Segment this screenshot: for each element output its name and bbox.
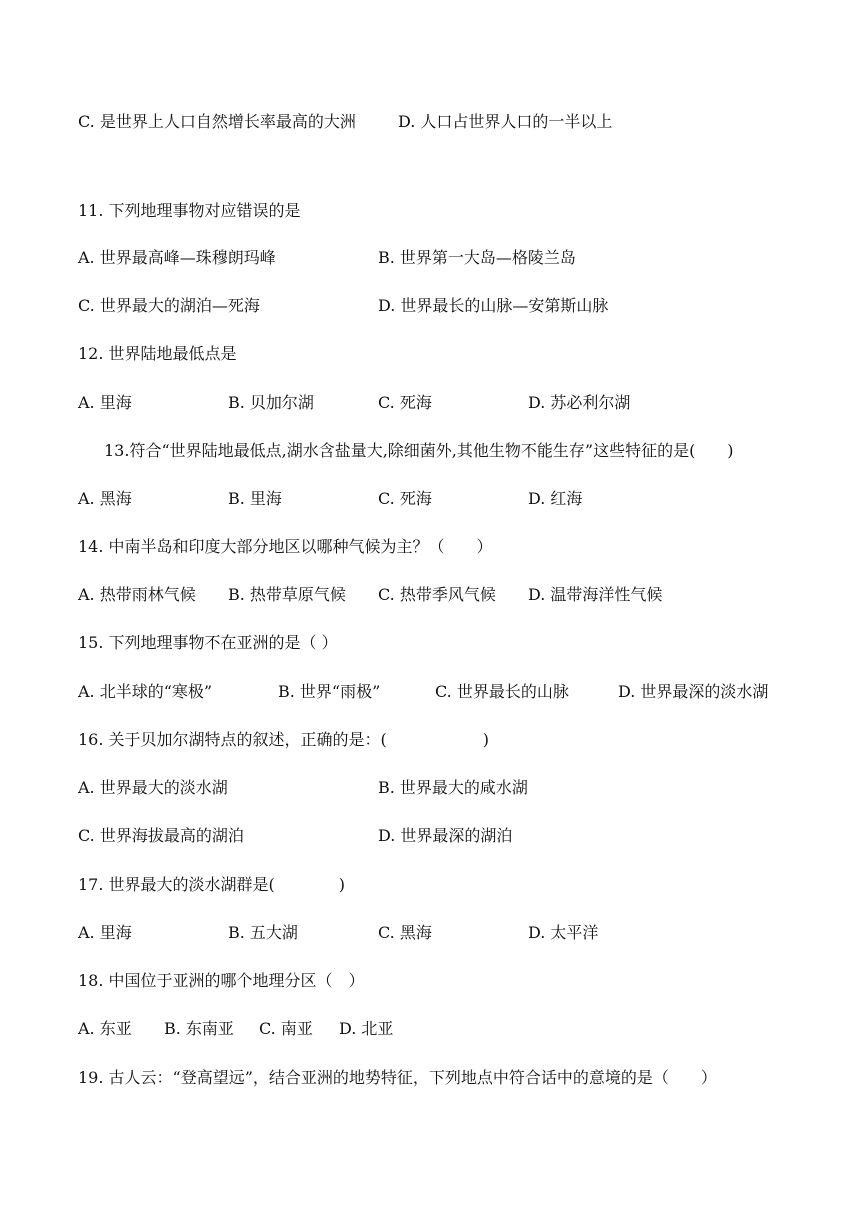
- q13-option-a: A. 黑海: [78, 489, 132, 508]
- q12-options: [78, 390, 830, 416]
- q13-option-d: D. 红海: [528, 489, 583, 508]
- q15-option-a: A. 北半球的“寒极”: [78, 682, 213, 701]
- q14-stem: 14. 中南半岛和印度大部分地区以哪种气候为主？（ ）: [78, 537, 493, 556]
- q14-option-a: A. 热带雨林气候: [78, 585, 196, 604]
- q17-option-b: B. 五大湖: [228, 923, 298, 942]
- q12-option-b: B. 贝加尔湖: [228, 393, 314, 412]
- q11-options-cd: [78, 293, 830, 319]
- q18-options: [78, 1016, 830, 1042]
- q18-option-d: D. 北亚: [339, 1019, 394, 1038]
- q12-option-a: A. 里海: [78, 393, 132, 412]
- q13-options: [78, 486, 830, 512]
- q16-option-b: B. 世界最大的咸水湖: [378, 778, 528, 797]
- q11-option-b: B. 世界第一大岛—格陵兰岛: [378, 248, 576, 267]
- q10-option-c: C. 是世界上人口自然增长率最高的大洲: [78, 112, 356, 131]
- q18-option-c: C. 南亚: [259, 1019, 313, 1038]
- q15-stem: 15. 下列地理事物不在亚洲的是（ ）: [78, 633, 338, 652]
- q15-options: [78, 679, 830, 705]
- q10-option-d: D. 人口占世界人口的一半以上: [398, 112, 613, 131]
- q17-option-c: C. 黑海: [378, 923, 432, 942]
- q18-option-b: B. 东南亚: [164, 1019, 234, 1038]
- q10-options-cd: [78, 109, 830, 135]
- q16-option-a: A. 世界最大的淡水湖: [78, 778, 228, 797]
- q14-option-c: C. 热带季风气候: [378, 585, 496, 604]
- q11-stem: 11. 下列地理事物对应错误的是: [78, 201, 301, 220]
- q17-option-d: D. 太平洋: [528, 923, 599, 942]
- q17-stem: 17. 世界最大的淡水湖群是( ): [78, 875, 346, 894]
- q17-options: [78, 920, 830, 946]
- q11-option-c: C. 世界最大的湖泊—死海: [78, 296, 260, 315]
- q16-stem: 16. 关于贝加尔湖特点的叙述，正确的是：( ): [78, 730, 490, 749]
- q12-stem: 12. 世界陆地最低点是: [78, 344, 237, 363]
- q15-option-b: B. 世界“雨极”: [278, 682, 381, 701]
- q18-stem: 18. 中国位于亚洲的哪个地理分区（ ）: [78, 971, 365, 990]
- q11-option-d: D. 世界最长的山脉—安第斯山脉: [378, 296, 609, 315]
- q13-option-c: C. 死海: [378, 489, 432, 508]
- q14-option-d: D. 温带海洋性气候: [528, 585, 663, 604]
- q16-option-d: D. 世界最深的湖泊: [378, 826, 513, 845]
- q13-stem: 13.符合“世界陆地最低点,湖水含盐量大,除细菌外,其他生物不能生存”这些特征的是( ): [104, 441, 734, 460]
- q13-option-b: B. 里海: [228, 489, 282, 508]
- q17-option-a: A. 里海: [78, 923, 132, 942]
- q12-option-d: D. 苏必利尔湖: [528, 393, 631, 412]
- q19-stem: 19. 古人云：“登高望远”，结合亚洲的地势特征，下列地点中符合话中的意境的是（ ）: [78, 1068, 717, 1087]
- q11-options-ab: [78, 245, 830, 271]
- q16-options-cd: [78, 823, 830, 849]
- q14-option-b: B. 热带草原气候: [228, 585, 346, 604]
- q16-option-c: C. 世界海拔最高的湖泊: [78, 826, 244, 845]
- q18-option-a: A. 东亚: [78, 1019, 132, 1038]
- q14-options: [78, 582, 830, 608]
- q12-option-c: C. 死海: [378, 393, 432, 412]
- q16-options-ab: [78, 775, 830, 801]
- q15-option-d: D. 世界最深的淡水湖: [618, 682, 769, 701]
- q15-option-c: C. 世界最长的山脉: [435, 682, 569, 701]
- q11-option-a: A. 世界最高峰—珠穆朗玛峰: [78, 248, 276, 267]
